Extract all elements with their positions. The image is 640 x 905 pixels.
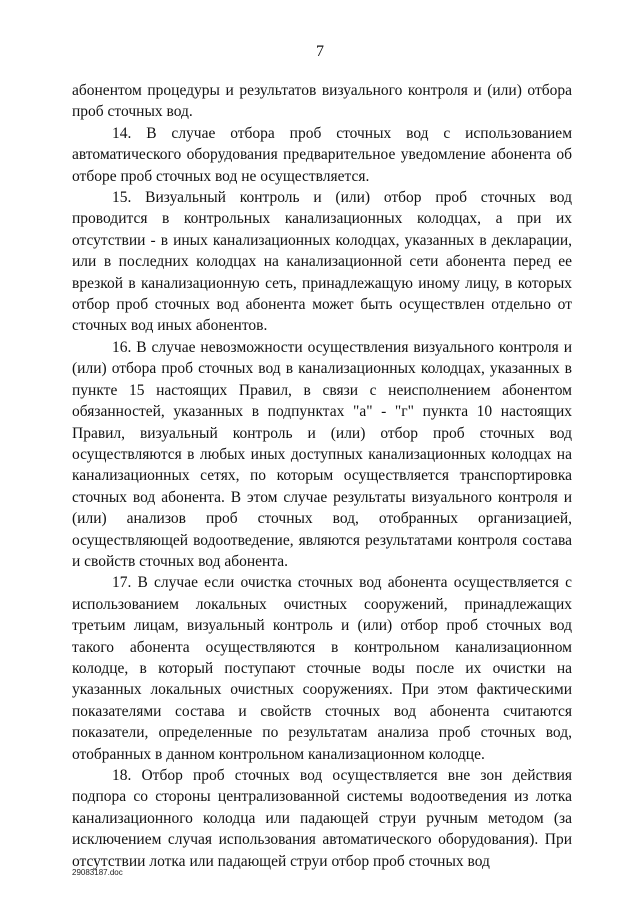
paragraph-clause-17: 17. В случае если очистка сточных вод абонента осуществляется с использованием локальных очистных сооружений, принадлежащих третьим лицам, визуальный контроль и (или) отбор проб сточных вод такого абонента осуществляются в контрольном канализационном колодце, в который поступают сточные воды после их очистки на указанных локальных очистных сооружениях. При этом фактическими показателями состава и свойств сточных вод абонента считаются показатели, определенные по результатам анализа проб сточных вод, отобранных в данном контрольном канализационном колодце. (72, 574, 572, 763)
footer-file-name: 29083187.doc (72, 868, 123, 877)
paragraph-clause-14: 14. В случае отбора проб сточных вод с использованием автоматического оборудования предварительное уведомление абонента об отборе проб сточных вод не осуществляется. (72, 124, 572, 185)
page-number: 7 (316, 43, 324, 60)
paragraph-clause-15: 15. Визуальный контроль и (или) отбор проб сточных вод проводится в контрольных канализационных колодцах, а при их отсутствии - в иных канализационных колодцах, указанных в декларации, или в последних колодцах на канализационной сети абонента перед ее врезкой в канализационную сеть, принадлежащую иному лицу, в которых отбор проб сточных вод абонента может быть осуществлен отдельно от сточных вод иных абонентов. (72, 189, 572, 335)
paragraph-clause-18: 18. Отбор проб сточных вод осуществляется вне зон действия подпора со стороны централизованной системы водоотведения из лотка канализационного колодца или падающей струи ручным методом (за исключением случая использования автоматического оборудования). При отсутствии лотка или падающей струи отбор проб сточных вод (72, 767, 572, 870)
paragraph-continuation: абонентом процедуры и результатов визуального контроля и (или) отбора проб сточных вод. (72, 82, 572, 121)
document-body (72, 80, 572, 872)
paragraph-clause-16: 16. В случае невозможности осуществления визуального контроля и (или) отбора проб сточных вод в канализационных колодцах, указанных в пункте 15 настоящих Правил, в связи с неисполнением абонентом обязанностей, указанных в подпунктах "а" - "г" пункта 10 настоящих Правил, визуальный контроль и (или) отбор проб сточных вод осуществляются в любых иных доступных канализационных колодцах на канализационных сетях, по которым осуществляется транспортировка сточных вод абонента. В этом случае результаты визуального контроля и (или) анализов проб сточных вод, отобранных организацией, осуществляющей водоотведение, являются результатами контроля состава и свойств сточных вод абонента. (72, 338, 572, 570)
